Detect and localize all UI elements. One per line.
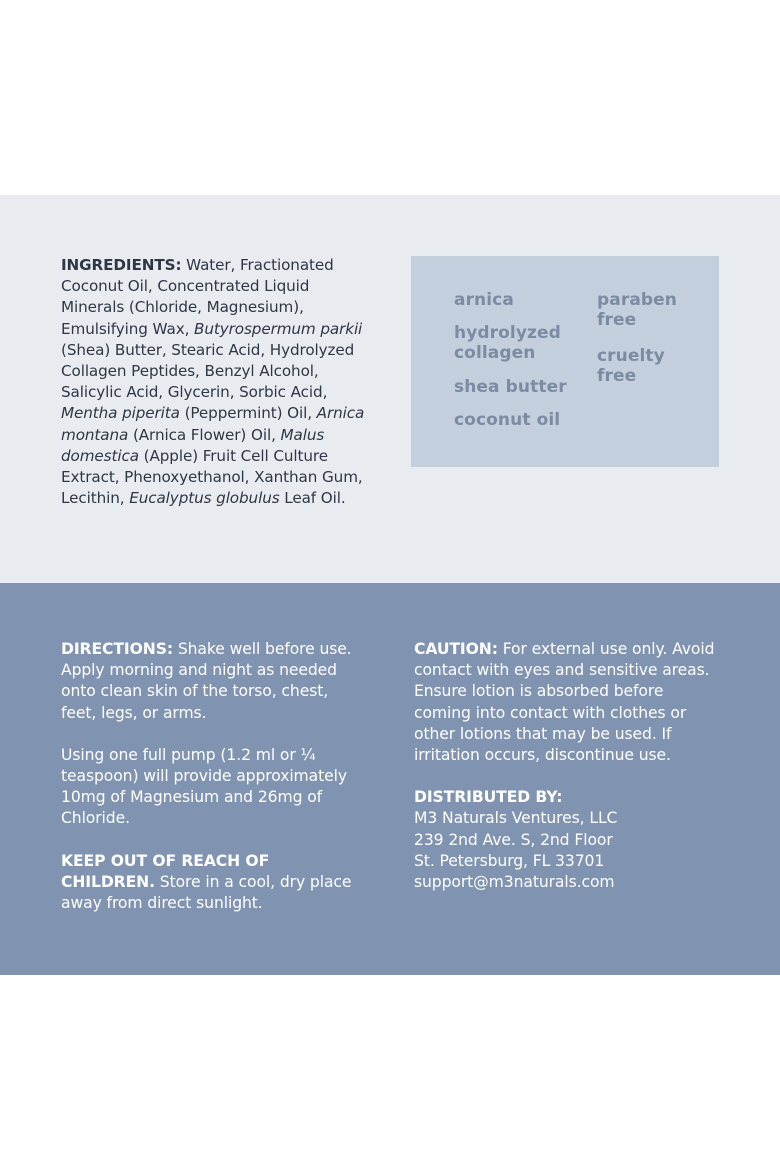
keep-out-heading: KEEP OUT OF REACH OF CHILDREN. — [61, 851, 270, 891]
directions-heading: DIRECTIONS: — [61, 640, 173, 658]
caution-column — [414, 639, 724, 893]
caution-heading: CAUTION: — [414, 640, 498, 658]
distributor-heading: DISTRIBUTED BY: — [414, 788, 563, 807]
distributor-name: M3 Naturals Ventures, LLC — [414, 809, 618, 828]
badge-coconut-oil: coconut oil — [454, 410, 561, 430]
directions-column — [61, 639, 363, 914]
badge-shea-butter: shea butter — [454, 377, 567, 397]
ingredients-text: INGREDIENTS: Water, Fractionated Coconut Oil, Concentrated Liquid Minerals (Chloride, Magnesium), Emulsifying Wax, Butyrospermum parkii (Shea) Butter, Stearic Acid, Hydrolyzed Collagen Peptides, Benzyl Alcohol, Salicylic Acid, Glycerin, Sorbic Acid, Mentha piperita (Peppermint) Oil, Arnica montana (Arnica Flower) Oil, Malus domestica (Apple) Fruit Cell Culture Extract, Phenoxyethanol, Xanthan Gum, Lecithin, Eucalyptus globulus Leaf Oil. — [61, 256, 365, 508]
dosage-text: Using one full pump (1.2 ml or ¼ teaspoon) will provide approximately 10mg of Magnesium and 26mg of Chloride. — [61, 745, 347, 828]
distributor-address-line2: St. Petersburg, FL 33701 — [414, 851, 605, 870]
badge-paraben-free: paraben free — [597, 290, 677, 330]
caution-text: CAUTION: For external use only. Avoid contact with eyes and sensitive areas. Ensure lotion is absorbed before coming into contact with clothes or other lotions that may be used. If irritation occurs, discontinue use. — [414, 640, 715, 765]
badge-arnica: arnica — [454, 290, 514, 310]
directions-text: DIRECTIONS: Shake well before use. Apply morning and night as needed onto clean skin of the torso, chest, feet, legs, or arms. — [61, 640, 352, 722]
distributor-email: support@m3naturals.com — [414, 873, 615, 892]
badge-cruelty-free: cruelty free — [597, 346, 665, 386]
distributor-address-line1: 239 2nd Ave. S, 2nd Floor — [414, 830, 613, 849]
storage-text: KEEP OUT OF REACH OF CHILDREN. Store in a cool, dry place away from direct sunlight. — [61, 851, 352, 913]
features-box — [411, 256, 719, 467]
ingredients-heading: INGREDIENTS: — [61, 256, 182, 274]
badge-hydrolyzed-collagen: hydrolyzed collagen — [454, 323, 561, 363]
